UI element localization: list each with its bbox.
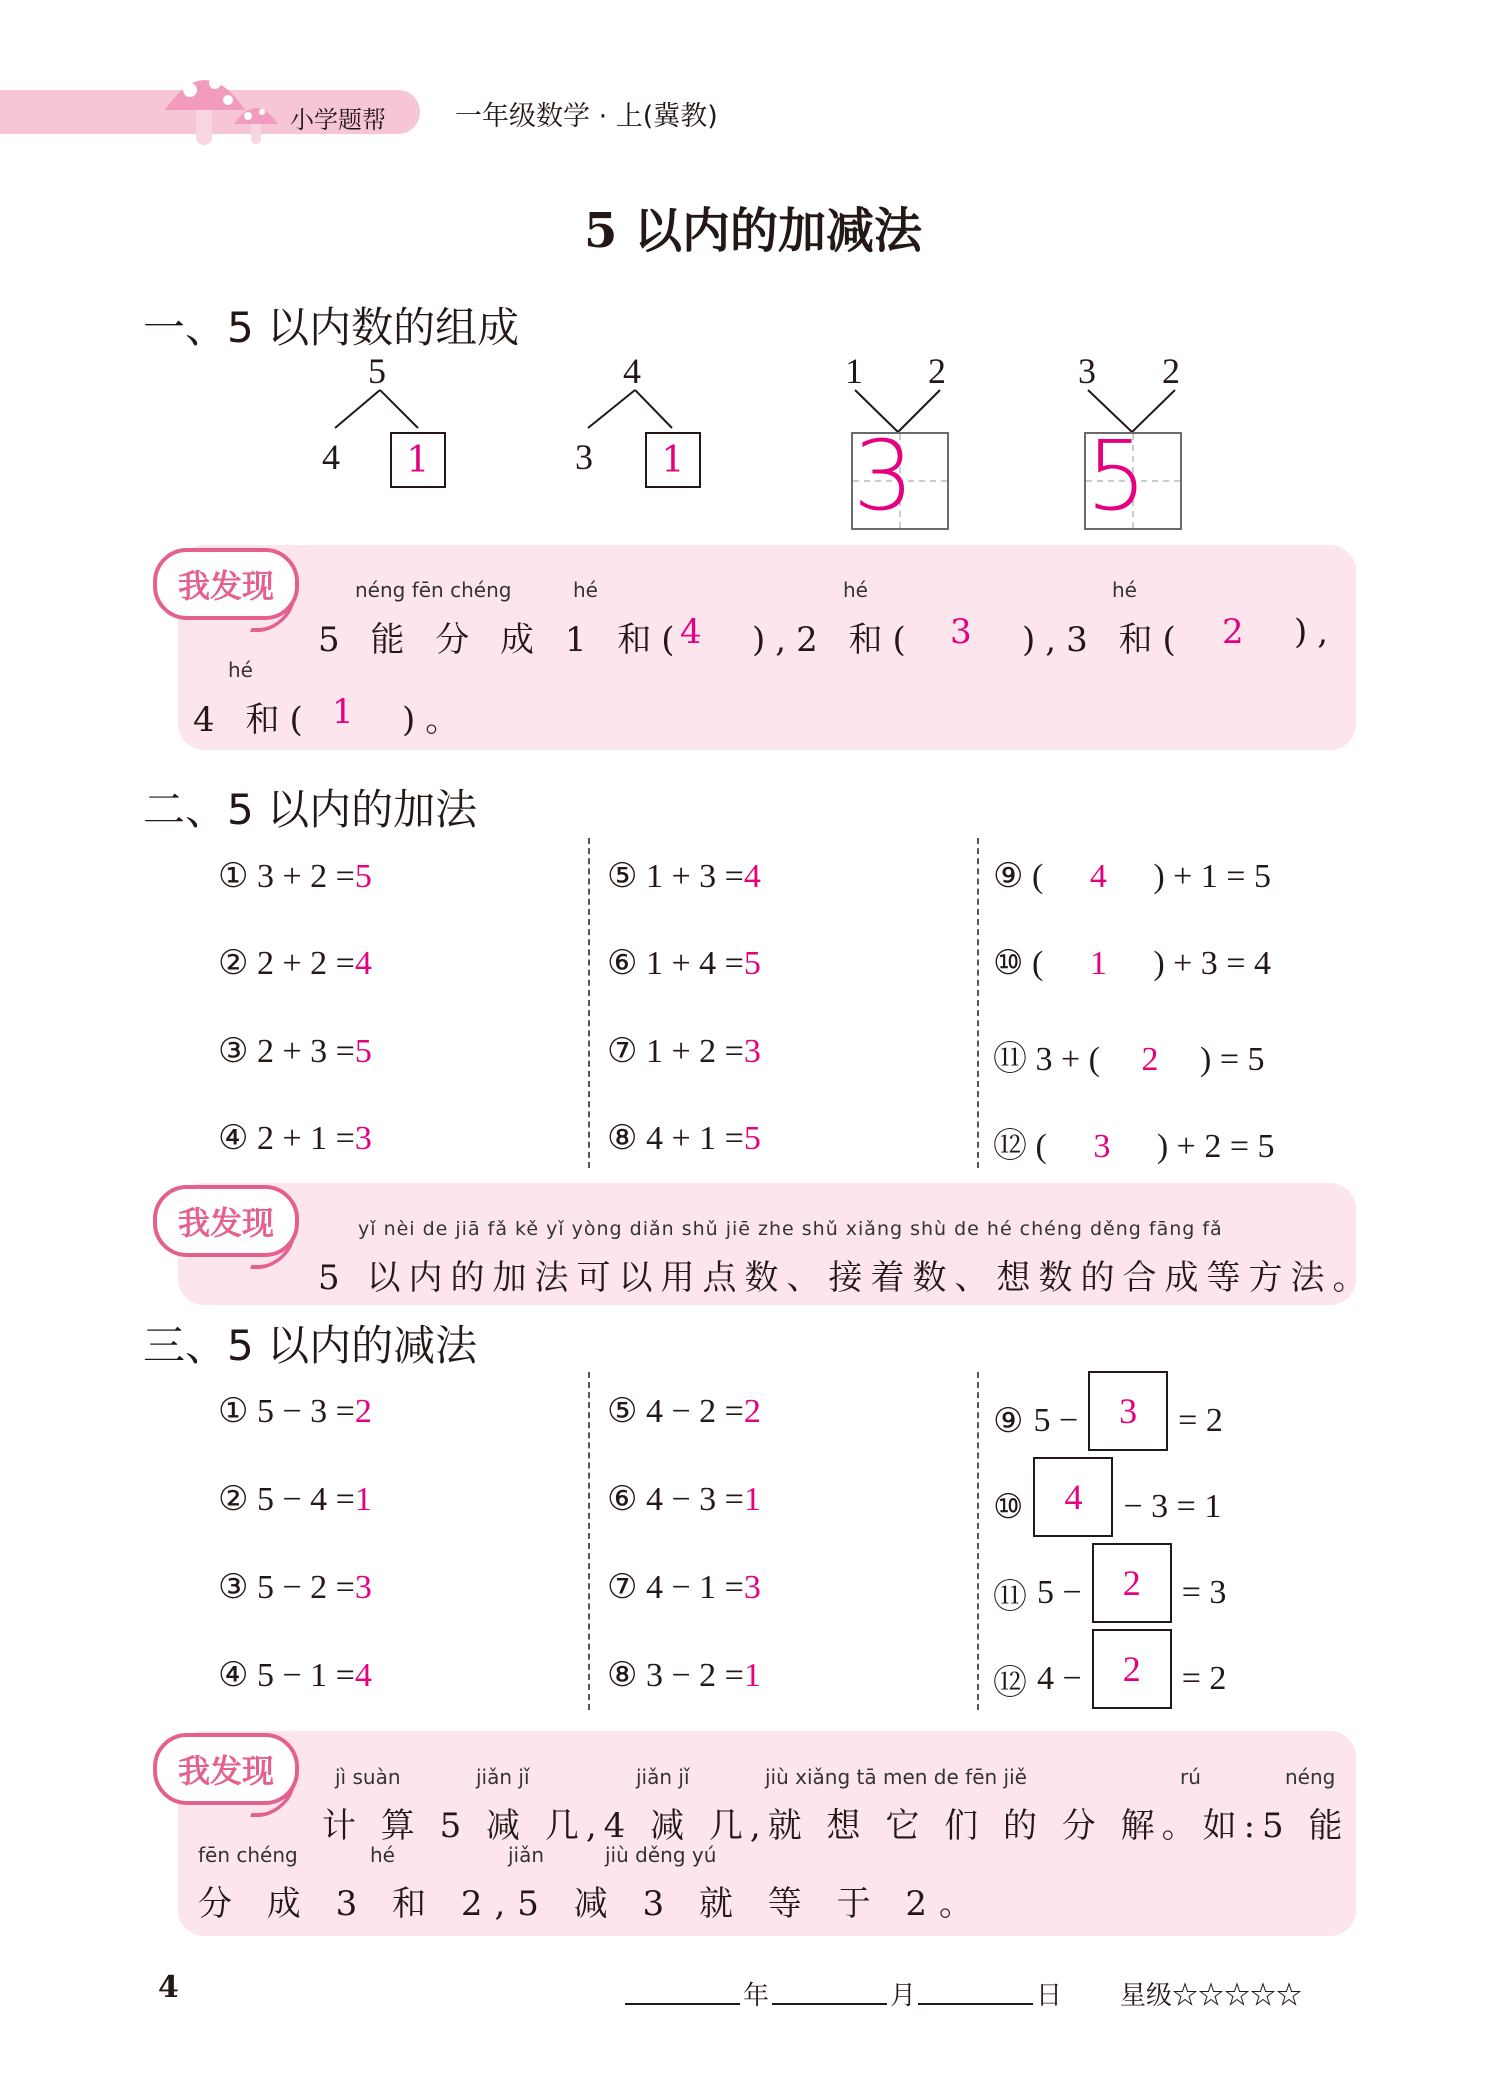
sub-item-2: ② 5 − 4 =1 bbox=[218, 1479, 372, 1519]
tree4-top-left: 3 bbox=[1078, 351, 1096, 391]
add-answer-2[interactable]: 4 bbox=[354, 945, 372, 982]
sub-item-8: ⑧ 3 − 2 =1 bbox=[607, 1655, 761, 1695]
find3-pinyin-9: jiǎn bbox=[508, 1843, 545, 1867]
sub-answer-5[interactable]: 2 bbox=[743, 1393, 761, 1430]
tree2-answer-box[interactable]: 1 bbox=[645, 432, 701, 488]
find3-badge: 我发现 bbox=[153, 1733, 299, 1805]
add-item-5: ⑤ 1 + 3 =4 bbox=[607, 856, 761, 896]
add-answer-3[interactable]: 5 bbox=[354, 1033, 372, 1070]
tree4-top-right: 2 bbox=[1162, 351, 1180, 391]
sub-item-7: ⑦ 4 − 1 =3 bbox=[607, 1567, 761, 1607]
find1-text-6: )。 bbox=[402, 700, 470, 740]
find1-text-4: ), bbox=[1294, 612, 1339, 652]
add-answer-10[interactable]: 1 bbox=[1089, 945, 1107, 982]
year-label: 年 bbox=[743, 1981, 770, 2011]
page-number: 4 bbox=[158, 1970, 179, 2005]
find1-pinyin-3: hé bbox=[843, 578, 868, 602]
section3-divider-1 bbox=[588, 1372, 590, 1710]
sub-item-1: ① 5 − 3 =2 bbox=[218, 1391, 372, 1431]
find1-text-5: 4 和( bbox=[193, 700, 313, 740]
add-answer-8[interactable]: 5 bbox=[743, 1120, 761, 1157]
star-rating[interactable]: 星级☆☆☆☆☆ bbox=[1120, 1981, 1303, 2011]
sub-item-10: ⑩ 4 − 3 = 1 bbox=[993, 1477, 1221, 1537]
add-item-10: ⑩ ( 1 ) + 3 = 4 bbox=[993, 943, 1271, 983]
find1-pinyin-4: hé bbox=[1112, 578, 1137, 602]
sub-answer-7[interactable]: 3 bbox=[743, 1569, 761, 1606]
tree3-tianzi-box[interactable] bbox=[851, 420, 949, 532]
day-line[interactable] bbox=[918, 2003, 1033, 2005]
add-answer-5[interactable]: 4 bbox=[743, 858, 761, 895]
logo-text: 小学题帮 bbox=[290, 106, 386, 134]
sub-item-9: ⑨ 5 − 3 = 2 bbox=[993, 1391, 1223, 1451]
sub-item-6: ⑥ 4 − 3 =1 bbox=[607, 1479, 761, 1519]
tree1-answer-box[interactable]: 1 bbox=[390, 432, 446, 488]
sub-answer-box-9[interactable]: 3 bbox=[1088, 1371, 1168, 1451]
find3-pinyin-10: jiù děng yú bbox=[605, 1843, 717, 1867]
tree3-top-left: 1 bbox=[845, 351, 863, 391]
find1-pinyin-5: hé bbox=[228, 658, 253, 682]
sub-answer-2[interactable]: 1 bbox=[354, 1481, 372, 1518]
find2-pinyin: yǐ nèi de jiā fǎ kě yǐ yòng diǎn shǔ jiē zhe shǔ xiǎng shù de hé chéng děng fāng fǎ bbox=[358, 1218, 1223, 1240]
add-item-4: ④ 2 + 1 =3 bbox=[218, 1118, 372, 1158]
add-item-7: ⑦ 1 + 2 =3 bbox=[607, 1031, 761, 1071]
add-item-6: ⑥ 1 + 4 =5 bbox=[607, 943, 761, 983]
add-answer-1[interactable]: 5 bbox=[354, 858, 372, 895]
find3-pinyin-5: rú bbox=[1180, 1765, 1201, 1789]
sub-answer-box-10[interactable]: 4 bbox=[1033, 1457, 1113, 1537]
find1-answer-3[interactable]: 2 bbox=[1222, 612, 1254, 652]
find3-pinyin-6: néng bbox=[1285, 1765, 1336, 1789]
add-answer-4[interactable]: 3 bbox=[354, 1120, 372, 1157]
sub-answer-8[interactable]: 1 bbox=[743, 1657, 761, 1694]
sub-answer-box-11[interactable]: 2 bbox=[1092, 1543, 1172, 1623]
year-line[interactable] bbox=[625, 2003, 740, 2005]
book-title: 一年级数学 · 上(冀教) bbox=[455, 101, 718, 132]
find1-badge: 我发现 bbox=[153, 548, 299, 620]
sub-answer-3[interactable]: 3 bbox=[354, 1569, 372, 1606]
add-answer-9[interactable]: 4 bbox=[1089, 858, 1107, 895]
sub-item-4: ④ 5 − 1 =4 bbox=[218, 1655, 372, 1695]
page-title: 5 以内的加减法 bbox=[583, 203, 923, 259]
find2-badge: 我发现 bbox=[153, 1185, 299, 1257]
sub-answer-1[interactable]: 2 bbox=[354, 1393, 372, 1430]
add-item-8: ⑧ 4 + 1 =5 bbox=[607, 1118, 761, 1158]
sub-item-11: ⑪ 5 − 2 = 3 bbox=[993, 1563, 1226, 1623]
section2-divider-2 bbox=[977, 838, 979, 1168]
sub-answer-6[interactable]: 1 bbox=[743, 1481, 761, 1518]
find3-pinyin-2: jiǎn jǐ bbox=[476, 1765, 530, 1789]
add-item-11: ⑪ 3 + ( 2 ) = 5 bbox=[993, 1039, 1265, 1079]
find3-line1: 计 算 5 减 几,4 减 几,就 想 它 们 的 分 解。如:5 能 bbox=[322, 1806, 1350, 1846]
tree2-left: 3 bbox=[575, 437, 593, 477]
tree3-answer: 3 bbox=[853, 420, 915, 532]
find1-pinyin-2: hé bbox=[573, 578, 598, 602]
section1-heading: 一、5 以内数的组成 bbox=[143, 303, 520, 352]
add-answer-11[interactable]: 2 bbox=[1141, 1041, 1159, 1078]
find3-pinyin-3: jiǎn jǐ bbox=[636, 1765, 690, 1789]
section2-divider-1 bbox=[588, 838, 590, 1168]
find1-answer-4[interactable]: 1 bbox=[332, 692, 364, 732]
add-item-12: ⑫ ( 3 ) + 2 = 5 bbox=[993, 1126, 1275, 1166]
tree3-top-right: 2 bbox=[928, 351, 946, 391]
tree2-top: 4 bbox=[623, 351, 641, 391]
tree1-left: 4 bbox=[322, 437, 340, 477]
find3-pinyin-4: jiù xiǎng tā men de fēn jiě bbox=[765, 1765, 1027, 1789]
find3-pinyin-7: fēn chéng bbox=[198, 1843, 298, 1867]
find3-pinyin-1: jì suàn bbox=[335, 1765, 401, 1789]
sub-answer-box-12[interactable]: 2 bbox=[1092, 1629, 1172, 1709]
find1-text-2: ),2 和( bbox=[752, 620, 916, 660]
sub-answer-4[interactable]: 4 bbox=[354, 1657, 372, 1694]
add-item-2: ② 2 + 2 =4 bbox=[218, 943, 372, 983]
tree1-top: 5 bbox=[368, 351, 386, 391]
find2-text: 5 以内的加法可以用点数、接着数、想数的合成等方法。 bbox=[318, 1258, 1375, 1298]
find1-text-3: ),3 和( bbox=[1022, 620, 1186, 660]
add-item-9: ⑨ ( 4 ) + 1 = 5 bbox=[993, 856, 1271, 896]
section3-divider-2 bbox=[977, 1372, 979, 1710]
section3-heading: 三、5 以内的减法 bbox=[143, 1321, 478, 1370]
add-answer-6[interactable]: 5 bbox=[743, 945, 761, 982]
day-label: 日 bbox=[1036, 1981, 1063, 2011]
add-item-3: ③ 2 + 3 =5 bbox=[218, 1031, 372, 1071]
section2-heading: 二、5 以内的加法 bbox=[143, 785, 478, 834]
sub-item-3: ③ 5 − 2 =3 bbox=[218, 1567, 372, 1607]
find3-line2: 分 成 3 和 2,5 减 3 就 等 于 2。 bbox=[198, 1884, 986, 1924]
find1-text-1: 5 能 分 成 1 和( bbox=[318, 620, 685, 660]
add-answer-12[interactable]: 3 bbox=[1093, 1128, 1111, 1165]
month-line[interactable] bbox=[772, 2003, 887, 2005]
sub-item-12: ⑫ 4 − 2 = 2 bbox=[993, 1649, 1226, 1709]
tree4-tianzi-box[interactable] bbox=[1084, 420, 1182, 532]
add-answer-7[interactable]: 3 bbox=[743, 1033, 761, 1070]
find3-pinyin-8: hé bbox=[370, 1843, 395, 1867]
month-label: 月 bbox=[890, 1981, 917, 2011]
sub-item-5: ⑤ 4 − 2 =2 bbox=[607, 1391, 761, 1431]
find1-answer-2[interactable]: 3 bbox=[950, 612, 982, 652]
find1-answer-1[interactable]: 4 bbox=[680, 612, 712, 652]
decomposition-lines bbox=[0, 0, 1506, 560]
add-item-1: ① 3 + 2 =5 bbox=[218, 856, 372, 896]
find1-pinyin-1: néng fēn chéng bbox=[355, 578, 512, 602]
tree4-answer: 5 bbox=[1086, 420, 1148, 532]
